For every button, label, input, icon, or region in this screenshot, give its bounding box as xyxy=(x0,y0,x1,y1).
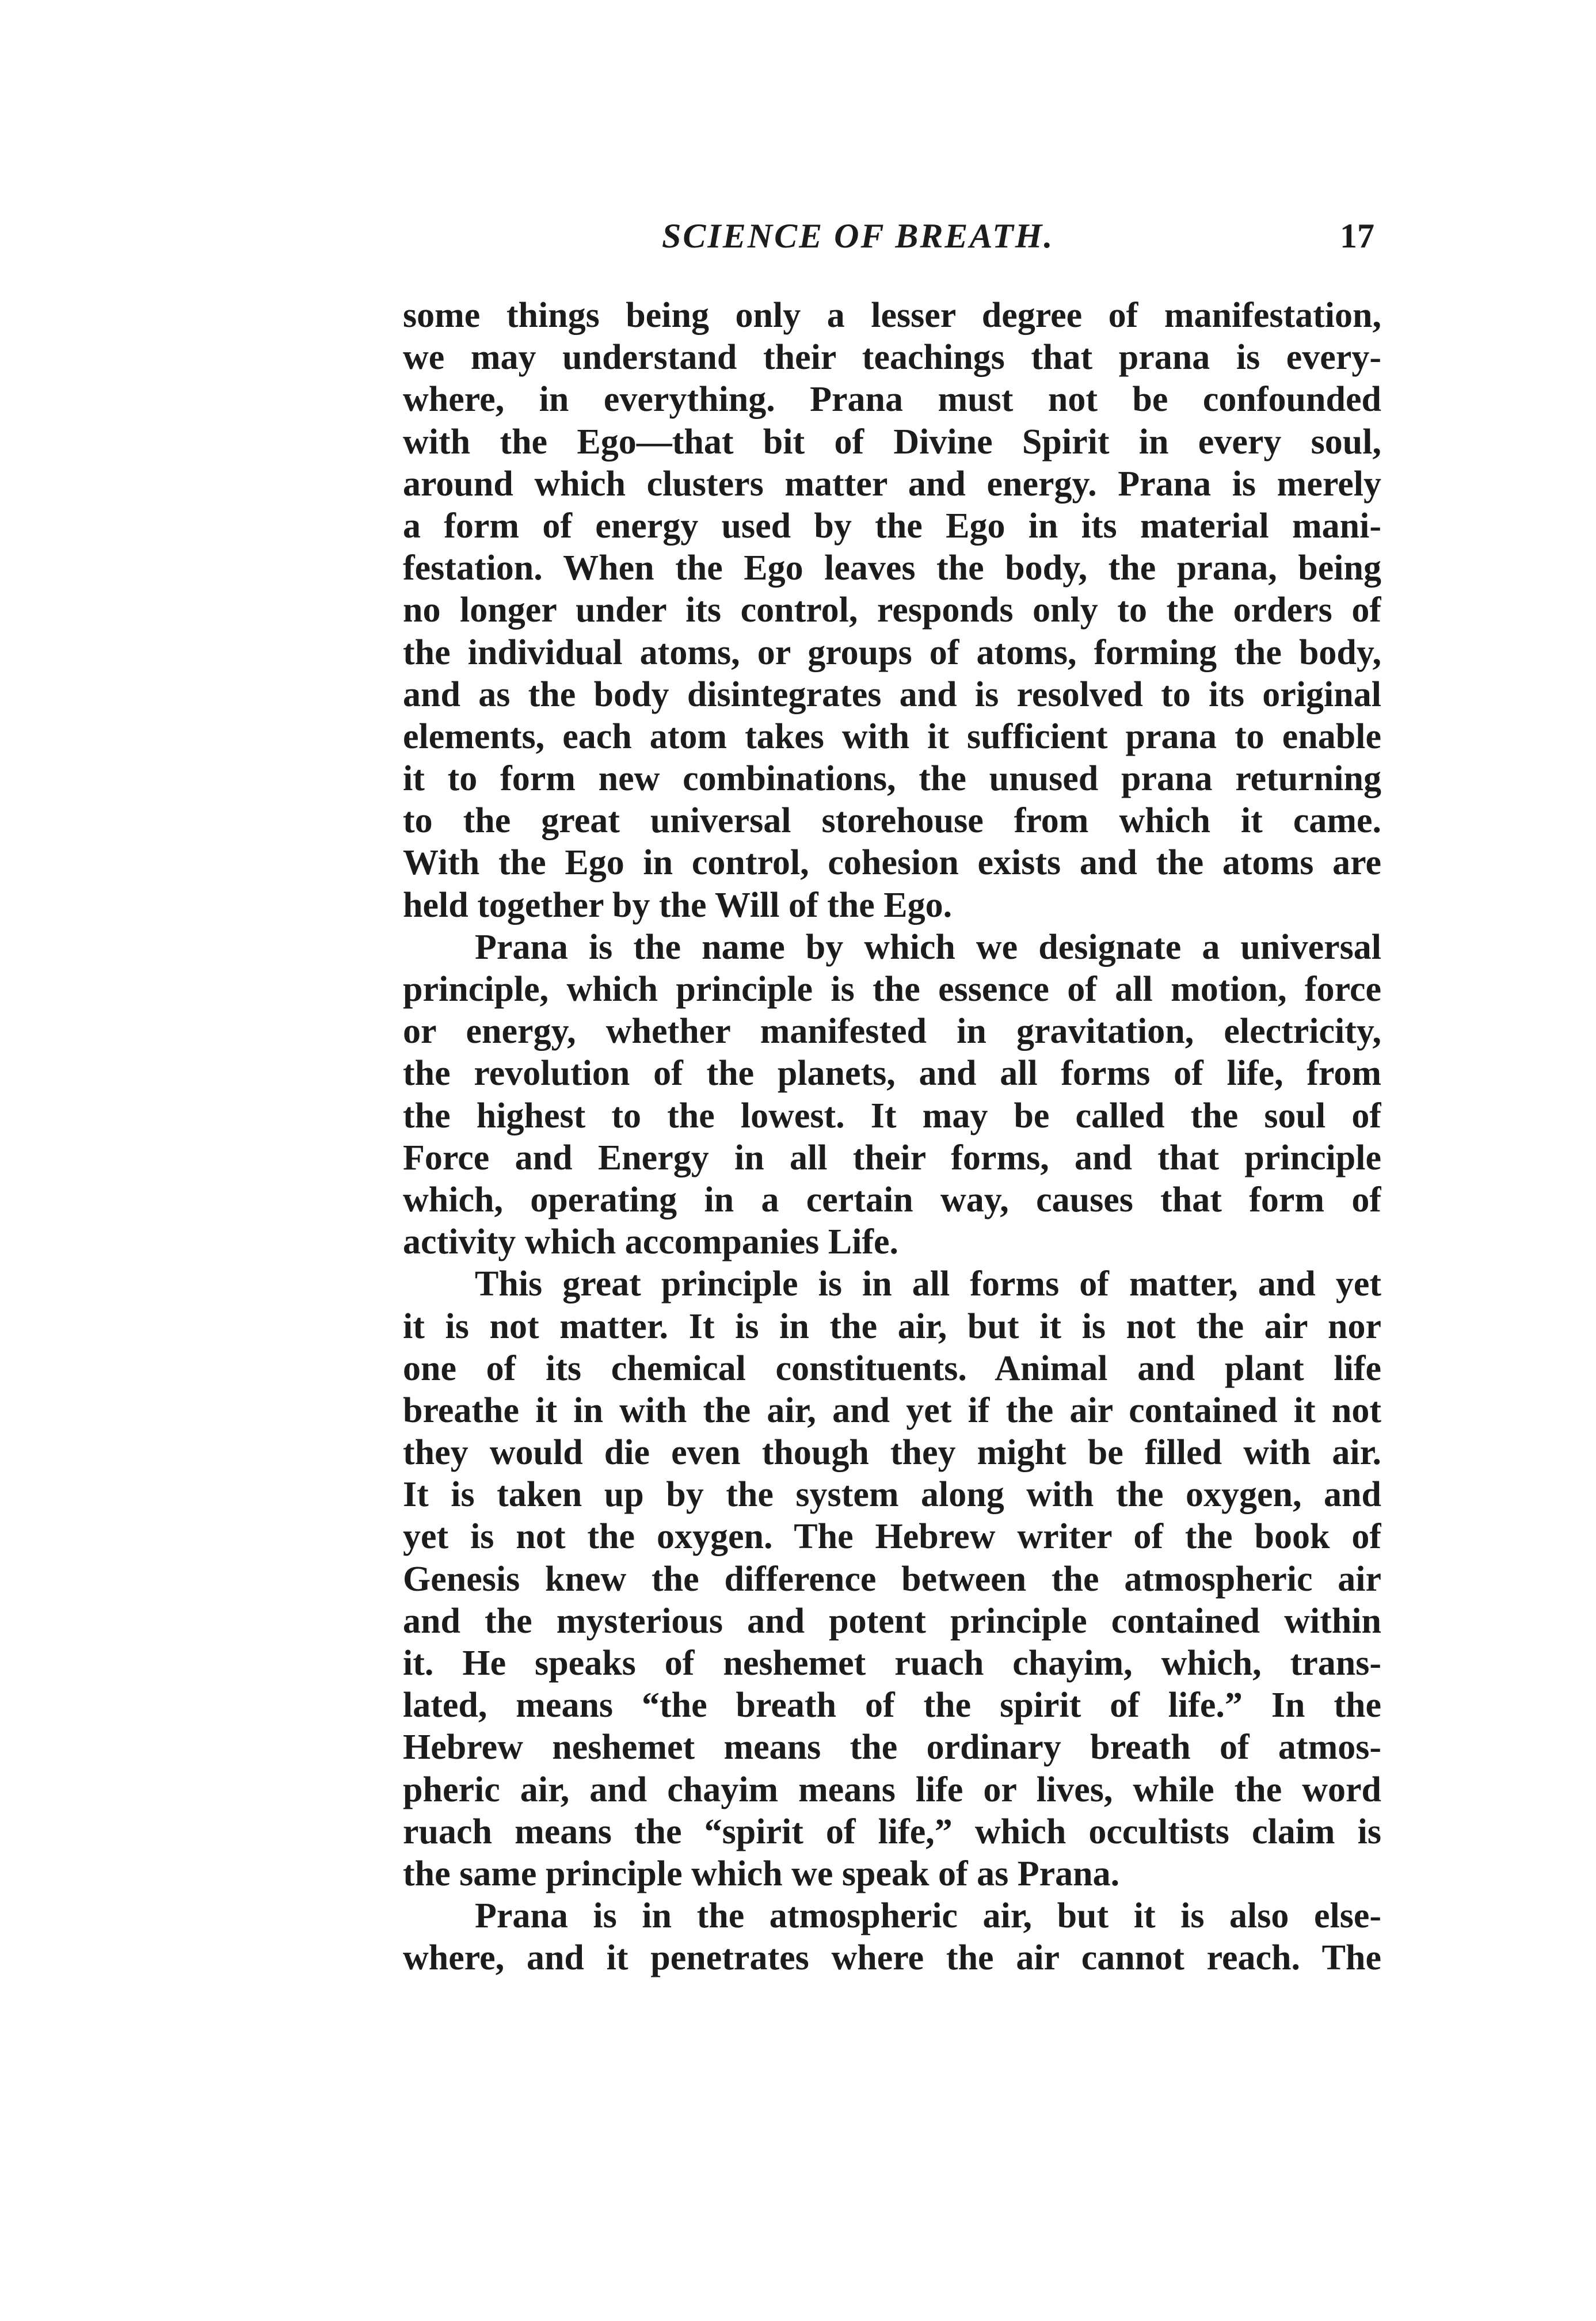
text-line: Hebrew neshemet means the ordinary breath of atmos- xyxy=(403,1728,1381,1767)
text-line: it. He speaks of neshemet ruach chayim, which, trans- xyxy=(403,1644,1381,1683)
text-line: It is taken up by the system along with the oxygen, and xyxy=(403,1475,1381,1515)
text-line: Genesis knew the difference between the atmospheric air xyxy=(403,1559,1381,1599)
text-line: around which clusters matter and energy. Prana is merely xyxy=(403,464,1381,504)
text-line: which, operating in a certain way, causes that form of xyxy=(403,1180,1381,1219)
text-line: the highest to the lowest. It may be called the soul of xyxy=(403,1096,1381,1135)
text-line: Force and Energy in all their forms, and that principle xyxy=(403,1138,1381,1177)
text-line: and as the body disintegrates and is resolved to its original xyxy=(403,674,1381,714)
text-line: and the mysterious and potent principle contained within xyxy=(403,1601,1381,1641)
text-line: lated, means “the breath of the spirit of life.” In the xyxy=(403,1686,1381,1725)
text-line: we may understand their teachings that prana is every- xyxy=(403,338,1381,378)
text-line: with the Ego—that bit of Divine Spirit in every soul, xyxy=(403,422,1381,462)
text-line: elements, each atom takes with it sufficient prana to enable xyxy=(403,717,1381,756)
text-line: pheric air, and chayim means life or lives, while the word xyxy=(403,1770,1381,1809)
text-line: ruach means the “spirit of life,” which occultists claim is xyxy=(403,1812,1381,1851)
text-line: yet is not the oxygen. The Hebrew writer of the book of xyxy=(403,1517,1381,1557)
text-line: to the great universal storehouse from which it came. xyxy=(403,801,1381,841)
text-line: festation. When the Ego leaves the body, the prana, being xyxy=(403,548,1381,588)
page-number: 17 xyxy=(1340,217,1374,255)
running-head-title: SCIENCE OF BREATH. xyxy=(662,217,1054,255)
text-line: no longer under its control, responds only to the orders of xyxy=(403,590,1381,630)
text-line: one of its chemical constituents. Animal and plant life xyxy=(403,1348,1381,1388)
text-line: This great principle is in all forms of matter, and yet xyxy=(475,1264,1381,1304)
text-line: Prana is in the atmospheric air, but it is also else- xyxy=(475,1896,1381,1936)
text-line: breathe it in with the air, and yet if the air contained it not xyxy=(403,1390,1381,1430)
text-line: where, in everything. Prana must not be confounded xyxy=(403,380,1381,420)
text-line: it is not matter. It is in the air, but it is not the air nor xyxy=(403,1306,1381,1346)
text-line: activity which accompanies Life. xyxy=(403,1222,899,1262)
text-line: With the Ego in control, cohesion exists and the atoms are xyxy=(403,843,1381,883)
text-line: the revolution of the planets, and all forms of life, from xyxy=(403,1054,1381,1093)
text-line: held together by the Will of the Ego. xyxy=(403,885,953,925)
text-line: principle, which principle is the essence of all motion, force xyxy=(403,970,1381,1009)
text-line: they would die even though they might be filled with air. xyxy=(403,1433,1381,1473)
text-line: it to form new combinations, the unused prana returning xyxy=(403,759,1381,799)
text-line: some things being only a lesser degree of manifestation, xyxy=(403,296,1381,335)
text-line: or energy, whether manifested in gravitation, electricity, xyxy=(403,1012,1381,1051)
body-text xyxy=(403,295,1381,1980)
text-line: Prana is the name by which we designate a universal xyxy=(475,927,1381,967)
text-line: the same principle which we speak of as Prana. xyxy=(403,1854,1120,1893)
text-line: the individual atoms, or groups of atoms, forming the body, xyxy=(403,632,1381,672)
text-line: a form of energy used by the Ego in its material mani- xyxy=(403,506,1381,546)
text-line: where, and it penetrates where the air cannot reach. The xyxy=(403,1938,1381,1978)
